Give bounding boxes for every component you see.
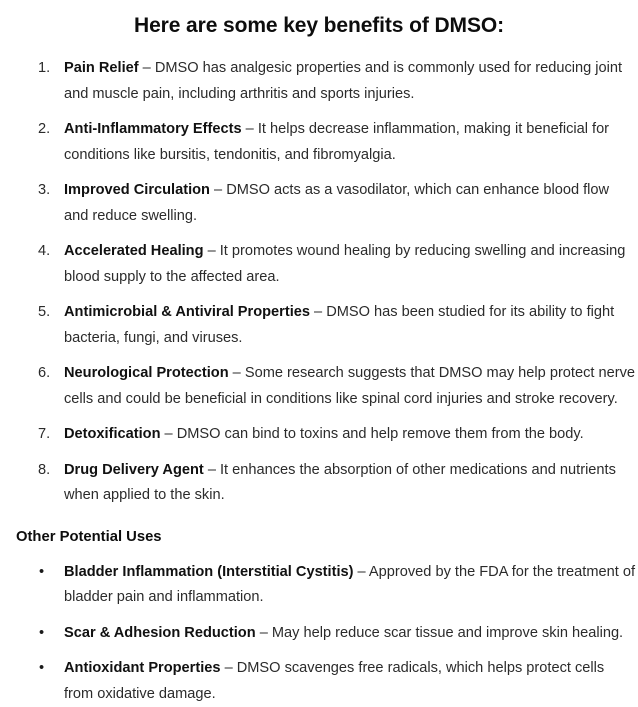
list-item	[0, 656, 638, 707]
list-item-description: DMSO scavenges free radicals, which helps protect cells from oxidative damage.	[64, 660, 604, 702]
list-item	[0, 458, 638, 509]
bullet-icon: •	[39, 656, 44, 682]
list-marker: 1.	[38, 56, 60, 82]
list-item-description: Approved by the FDA for the treatment of bladder pain and inflammation.	[64, 564, 635, 606]
list-item-separator: –	[208, 462, 220, 478]
list-item-description: DMSO can bind to toxins and help remove them from the body.	[177, 426, 584, 442]
list-item	[0, 239, 638, 290]
benefits-numbered-list	[0, 56, 638, 509]
list-item-term: Pain Relief	[64, 60, 143, 76]
list-item-separator: –	[246, 121, 258, 137]
list-item-separator: –	[165, 426, 177, 442]
list-item	[0, 117, 638, 168]
page-title: Here are some key benefits of DMSO:	[0, 0, 638, 39]
list-item	[0, 560, 638, 611]
list-marker: 8.	[38, 458, 60, 484]
list-item	[0, 300, 638, 351]
list-item-description: DMSO has analgesic properties and is commonly used for reducing joint and muscle pain, including arthritis and sports injuries.	[64, 60, 622, 102]
list-item-separator: –	[143, 60, 155, 76]
list-item-description: May help reduce scar tissue and improve skin healing.	[272, 625, 623, 641]
list-item-term: Accelerated Healing	[64, 243, 208, 259]
list-marker: 5.	[38, 300, 60, 326]
other-uses-bullet-list	[0, 560, 638, 707]
list-item-term: Detoxification	[64, 426, 165, 442]
list-item-term: Bladder Inflammation (Interstitial Cystitis)	[64, 564, 358, 580]
list-item-separator: –	[225, 660, 237, 676]
list-item-term: Scar & Adhesion Reduction	[64, 625, 260, 641]
section-heading-other-potential-uses: Other Potential Uses	[0, 519, 638, 550]
list-item-separator: –	[314, 304, 326, 320]
list-item-description: DMSO acts as a vasodilator, which can enhance blood flow and reduce swelling.	[64, 182, 609, 224]
list-marker: 6.	[38, 361, 60, 387]
list-item-term: Antioxidant Properties	[64, 660, 225, 676]
list-item	[0, 422, 638, 448]
list-marker: 2.	[38, 117, 60, 143]
list-item-description: Some research suggests that DMSO may help protect nerve cells and could be beneficial in conditions like spinal cord injuries and stroke recovery.	[64, 365, 635, 407]
list-item-term: Antimicrobial & Antiviral Properties	[64, 304, 314, 320]
list-marker: 3.	[38, 178, 60, 204]
list-item	[0, 56, 638, 107]
list-item-term: Anti-Inflammatory Effects	[64, 121, 246, 137]
list-item	[0, 621, 638, 647]
bullet-icon: •	[39, 560, 44, 586]
list-marker: 4.	[38, 239, 60, 265]
list-item-description: It promotes wound healing by reducing swelling and increasing blood supply to the affected area.	[64, 243, 625, 285]
list-item-separator: –	[233, 365, 245, 381]
list-item-term: Neurological Protection	[64, 365, 233, 381]
list-item-description: It helps decrease inflammation, making it beneficial for conditions like bursitis, tendonitis, and fibromyalgia.	[64, 121, 609, 163]
list-item-description: It enhances the absorption of other medications and nutrients when applied to the skin.	[64, 462, 616, 504]
list-item-term: Drug Delivery Agent	[64, 462, 208, 478]
bullet-icon: •	[39, 621, 44, 647]
list-item-separator: –	[260, 625, 272, 641]
list-item	[0, 361, 638, 412]
list-item-description: DMSO has been studied for its ability to fight bacteria, fungi, and viruses.	[64, 304, 614, 346]
list-item-separator: –	[214, 182, 226, 198]
list-item-term: Improved Circulation	[64, 182, 214, 198]
list-marker: 7.	[38, 422, 60, 448]
list-item	[0, 178, 638, 229]
list-item-separator: –	[208, 243, 220, 259]
list-item-separator: –	[358, 564, 369, 580]
